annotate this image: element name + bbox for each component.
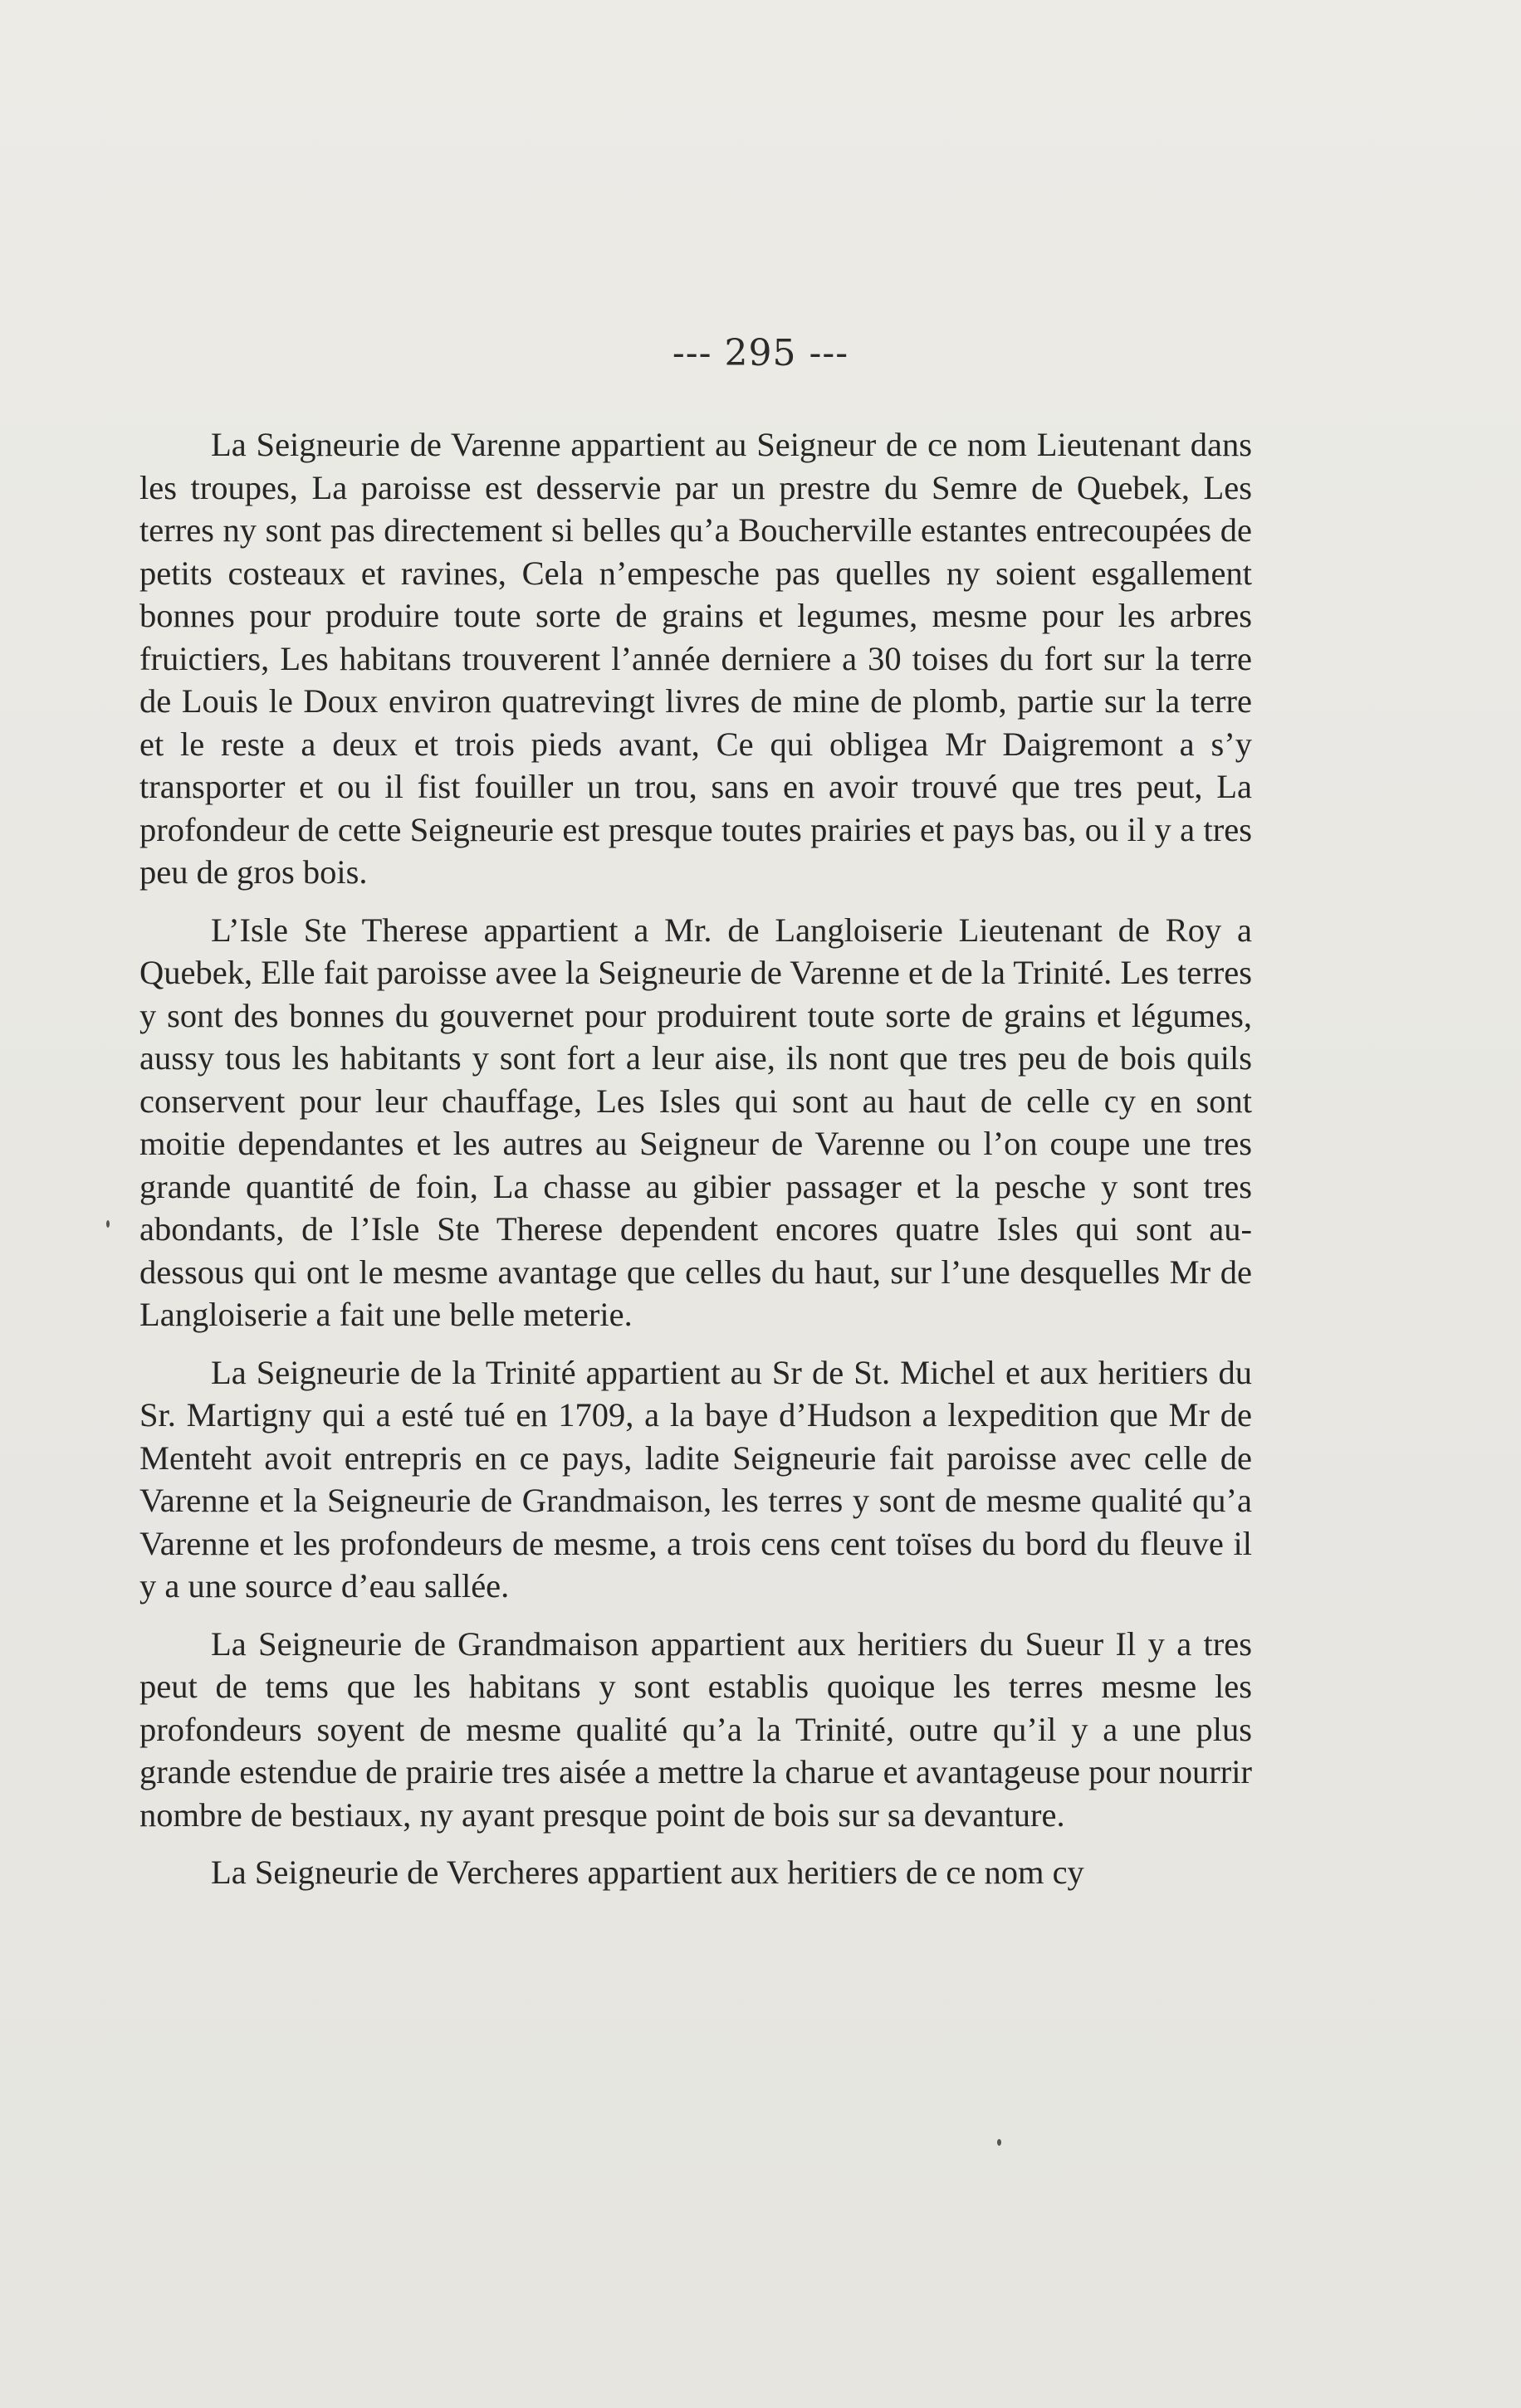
document-body bbox=[139, 423, 1252, 1894]
paragraph-trinite: La Seigneurie de la Trinité appartient au Sr de St. Michel et aux heritiers du Sr. Martigny qui a esté tué en 1709, a la baye d’Hudson a lexpedition que Mr de Menteht avoit entrepris en ce pays, ladite Seigneurie fait paroisse avec celle de Varenne et la Seigneurie de Grandmaison, les terres y sont de mesme qualité qu’a Varenne et les profondeurs de mesme, a trois cens cent toïses du bord du fleuve il y a une source d’eau sallée. bbox=[139, 1353, 1252, 1605]
page-number: --- 295 --- bbox=[672, 332, 849, 374]
paragraph-grandmaison: La Seigneurie de Grandmaison appartient aux heritiers du Sueur Il y a tres peut de tems que les habitans y sont establis quoique les terres mesme les profondeurs soyent de mesme qualité qu’a la Trinité, outre qu’il y a une plus grande estendue de prairie tres aisée a mettre la charue et avantageuse pour nourrir nombre de bestiaux, ny ayant presque point de bois sur sa devanture. bbox=[139, 1624, 1252, 1834]
scan-speck bbox=[997, 2139, 1001, 2146]
scan-speck bbox=[106, 1220, 110, 1228]
paragraph-varenne: La Seigneurie de Varenne appartient au Seigneur de ce nom Lieutenant dans les troupes, La paroisse est desservie par un prestre du Semre de Quebek, Les terres ny sont pas directement si belles qu’a Boucherville estantes entrecoupées de petits costeaux et ravines, Cela n’empesche pas quelles ny soient esgallement bonnes pour produire toute sorte de grains et legumes, mesme pour les arbres fruictiers, Les habitans trouverent l’année derniere a 30 toises du fort sur la terre de Louis le Doux environ quatrevingt livres de mine de plomb, partie sur la terre et le reste a deux et trois pieds avant, Ce qui obligea Mr Daigremont a s’y transporter et ou il fist fouiller un trou, sans en avoir trouvé que tres peut, La profondeur de cette Seigneurie est presque toutes prairies et pays bas, ou il y a tres peu de gros bois. bbox=[139, 426, 1252, 891]
paragraph-isle-ste-therese: L’Isle Ste Therese appartient a Mr. de Langloiserie Lieutenant de Roy a Quebek, Elle fait paroisse avee la Seigneurie de Varenne et de la Trinité. Les terres y sont des bonnes du gouvernet pour produirent toute sorte de grains et légumes, aussy tous les habitants y sont fort a leur aise, ils nont que tres peu de bois quils conservent pour leur chauffage, Les Isles qui sont au haut de celle cy en sont moitie dependantes et les autres au Seigneur de Varenne ou l’on coupe une tres grande quantité de foin, La chasse au gibier passager et la pesche y sont tres abondants, de l’Isle Ste Therese dependent encores quatre Isles qui sont au-dessous qui ont le mesme avantage que celles du haut, sur l’une desquelles Mr de Langloiserie a fait une belle meterie. bbox=[139, 911, 1252, 1333]
paragraph-vercheres: La Seigneurie de Vercheres appartient aux heritiers de ce nom cy bbox=[211, 1854, 1084, 1891]
